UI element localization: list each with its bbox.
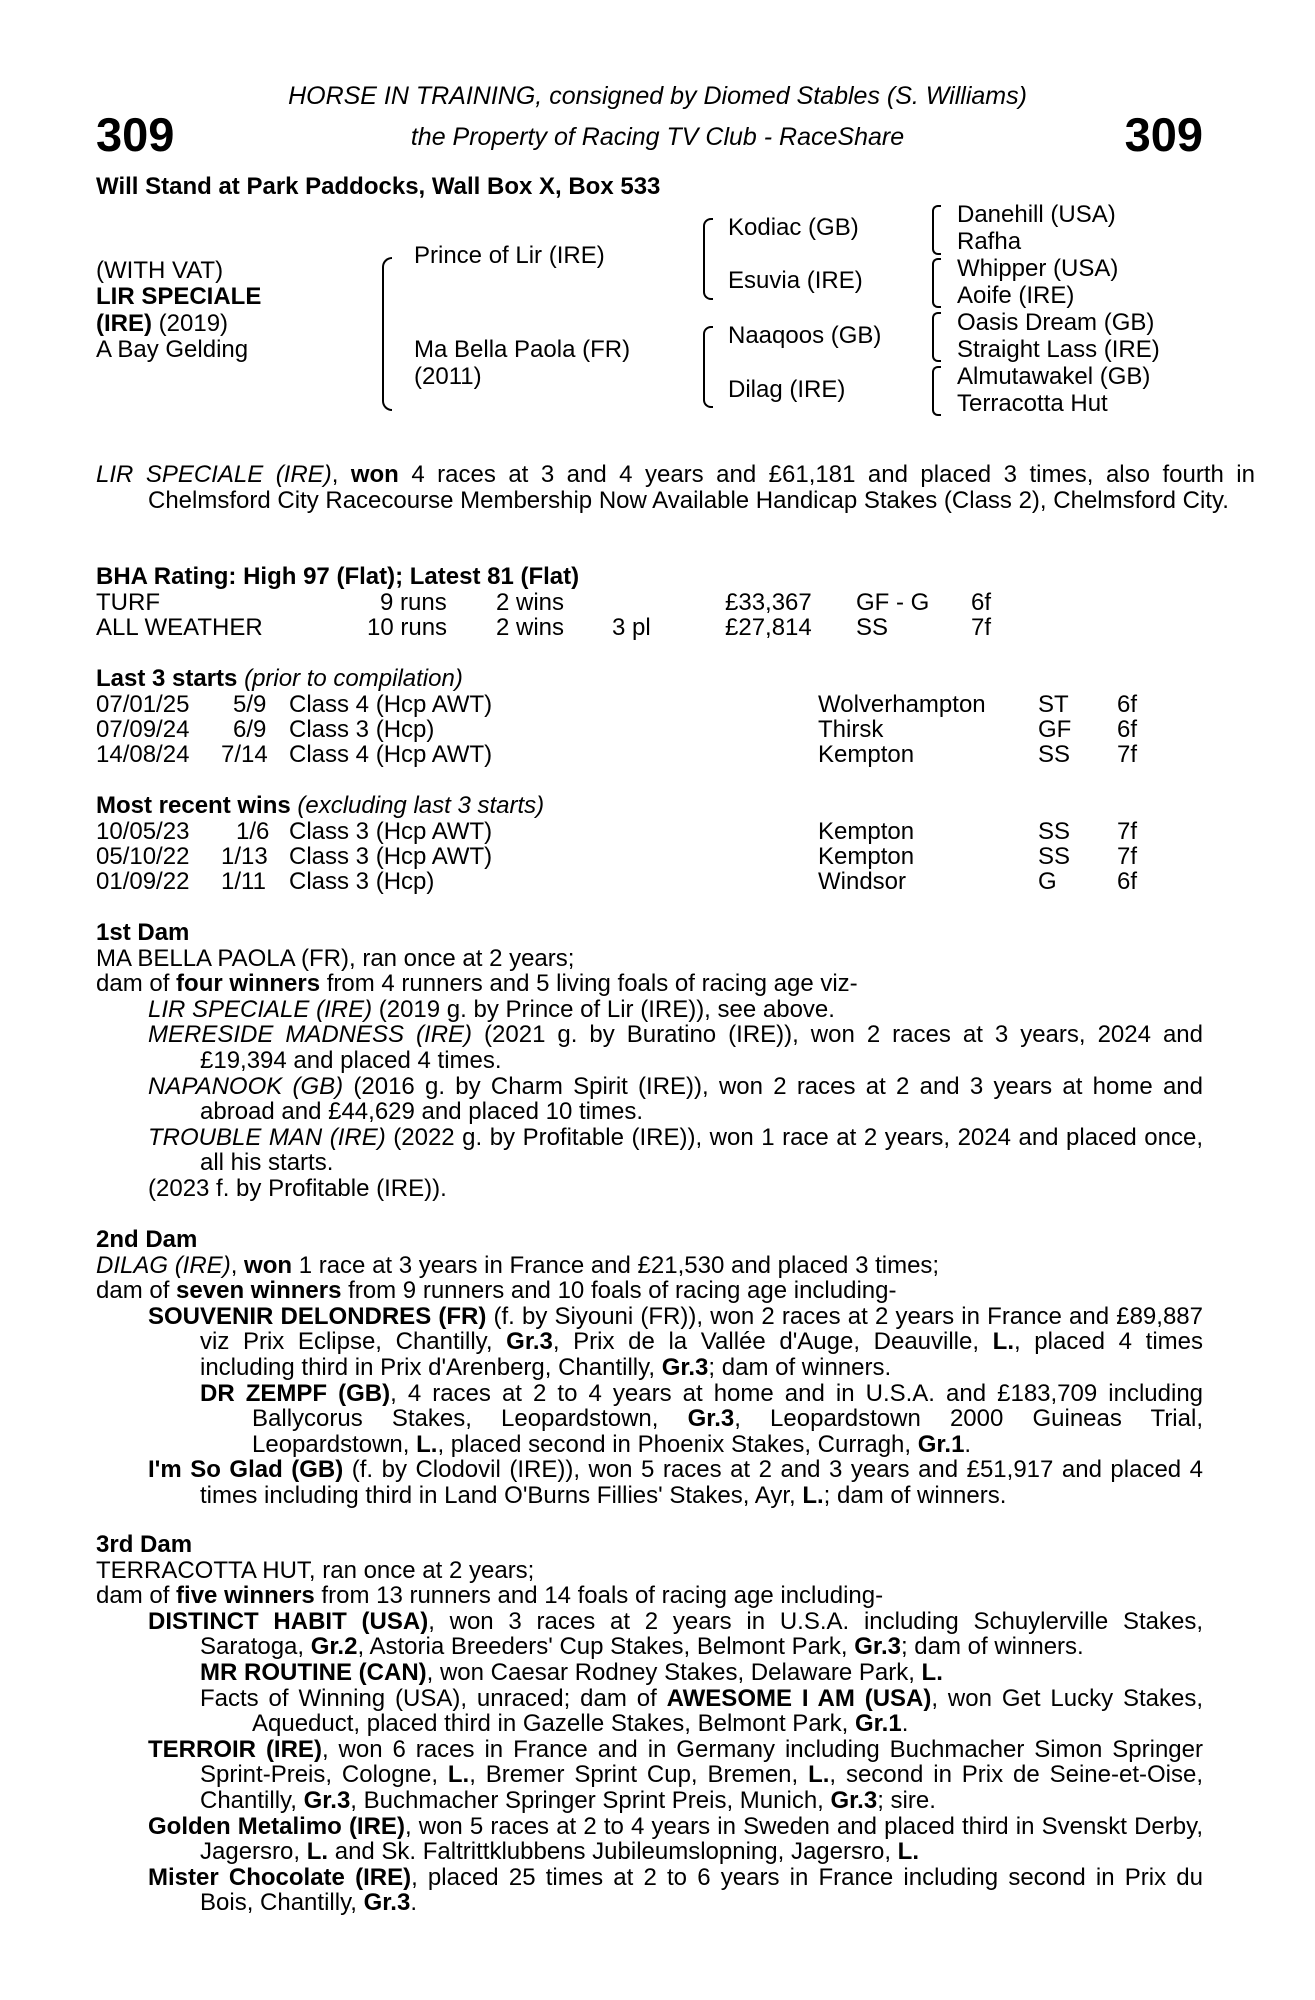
- won-label: won: [244, 1251, 293, 1279]
- horse-country: (IRE): [96, 310, 152, 337]
- win-course: Kempton: [818, 818, 915, 845]
- bha-distance: 6f: [971, 589, 992, 616]
- text: , Buchmacher Springer Sprint Preis, Munich,: [350, 1786, 831, 1814]
- start-course: Wolverhampton: [818, 691, 986, 718]
- win-position: 1/6: [236, 818, 270, 845]
- text: from 4 runners and 5 living foals of racing age viz-: [320, 970, 858, 998]
- start-date: 07/01/25: [96, 691, 190, 718]
- bha-prize: £33,367: [725, 589, 812, 616]
- second-dam-title: 2nd Dam: [96, 1226, 198, 1253]
- recent-win-row: [0, 819, 1315, 844]
- grade: Gr.3: [854, 1633, 901, 1661]
- start-position: 5/9: [233, 691, 267, 718]
- header-property: the Property of Racing TV Club - RaceShare: [410, 123, 905, 151]
- text: (f. by Siyouni (FR)), won 2 races at 2 years in France and £89,887 viz Prix Eclipse, Chantilly,: [200, 1302, 1203, 1356]
- last-starts-title: Last 3 starts: [96, 665, 238, 692]
- win-position: 1/13: [221, 843, 268, 870]
- text: , 4 races at 2 to 4 years at home and in U.S.A. and £183,709 including Ballycorus Stakes, Leopardstown,: [252, 1379, 1204, 1433]
- win-position: 1/11: [221, 868, 266, 895]
- text: , placed 25 times at 2 to 6 years in France including second in Prix du Bois, Chantilly,: [200, 1863, 1203, 1917]
- foal-entry: [148, 1457, 1203, 1508]
- last-start-row: [0, 717, 1315, 742]
- text: (f. by Clodovil (IRE)), won 5 races at 2 and 3 years and £51,917 and placed 4 times including third in Land O'Burns Fillies' Stakes, Ayr,: [200, 1456, 1204, 1509]
- foal-name: I'm So Glad (GB): [148, 1456, 344, 1484]
- listed: L.: [447, 1761, 470, 1789]
- text: ; dam of winners.: [900, 1633, 1084, 1661]
- recent-wins-heading: [96, 793, 544, 818]
- last-starts-heading: [96, 666, 463, 691]
- start-date: 07/09/24: [96, 716, 190, 743]
- bha-going: SS: [856, 614, 889, 641]
- bha-wins: 2 wins: [496, 589, 565, 616]
- grade: Gr.2: [310, 1633, 358, 1661]
- bha-going: GF - G: [856, 589, 930, 616]
- foal-entry: [200, 1660, 1203, 1686]
- winners-count: five winners: [176, 1582, 315, 1610]
- pedigree-sire-sire: Kodiac (GB): [728, 214, 859, 241]
- start-distance: 6f: [1117, 691, 1138, 718]
- text: , won 3 races at 2 years in U.S.A. including Schuylerville Stakes, Saratoga,: [200, 1607, 1203, 1661]
- last-start-row: [0, 742, 1315, 767]
- dam-name: DILAG (IRE): [96, 1251, 231, 1279]
- grade: Gr.3: [506, 1328, 553, 1356]
- pedigree-brace-dd: [932, 366, 941, 416]
- first-dam-produce: [96, 971, 1203, 997]
- start-class: Class 4 (Hcp AWT): [289, 741, 493, 768]
- foal-name: NAPANOOK (GB): [148, 1072, 344, 1100]
- grade: Gr.1: [917, 1430, 965, 1458]
- text: Facts of Winning (USA), unraced; dam of: [200, 1684, 667, 1712]
- pedigree-dss: Oasis Dream (GB): [957, 309, 1155, 336]
- pedigree-brace-ds: [932, 312, 941, 362]
- winners-count: four winners: [176, 970, 321, 998]
- third-dam-title: 3rd Dam: [96, 1531, 193, 1558]
- foal-name: DISTINCT HABIT (USA): [148, 1607, 429, 1635]
- text: , won 5 races at 2 to 4 years in Sweden and placed third in Svenskt Derby, Jagersro,: [200, 1812, 1203, 1866]
- text: 1 race at 3 years in France and £21,530 and placed 3 times;: [292, 1251, 940, 1279]
- horse-suffix: [96, 311, 228, 336]
- race-summary: LIR SPECIALE (IRE), won 4 races at 3 and 4 years and £61,181 and placed 3 times, also fourth in Chelmsford City Racecourse Membership Now Available Handicap Stakes (Class 2), Chelmsford City.: [96, 461, 1255, 514]
- grade: Gr.3: [303, 1786, 351, 1814]
- win-going: SS: [1038, 843, 1071, 870]
- first-dam-title: 1st Dam: [96, 919, 190, 946]
- second-dam-section: [96, 1227, 1203, 1509]
- last-starts-note: (prior to compilation): [237, 665, 463, 692]
- bha-surface: ALL WEATHER: [96, 614, 263, 641]
- text: , won Caesar Rodney Stakes, Delaware Park,: [426, 1658, 922, 1686]
- grade: Gr.3: [830, 1786, 878, 1814]
- win-distance: 7f: [1117, 818, 1138, 845]
- win-class: Class 3 (Hcp): [289, 868, 435, 895]
- win-course: Kempton: [818, 843, 915, 870]
- pedigree-sire-dam: Esuvia (IRE): [728, 267, 863, 294]
- pedigree-brace-main: [382, 257, 392, 411]
- foal-details: (2016 g. by Charm Spirit (IRE)), won 2 races at 2 and 3 years at home and abroad and £44,629 and placed 10 times.: [200, 1072, 1203, 1126]
- foal-entry: [148, 1125, 1203, 1176]
- text: from 13 runners and 14 foals of racing age including-: [314, 1582, 884, 1610]
- foal-entry: [200, 1686, 1203, 1737]
- foal-entry: [148, 1074, 1203, 1125]
- text: ; dam of winners.: [823, 1481, 1007, 1509]
- foal-details: (2022 g. by Profitable (IRE)), won 1 race at 2 years, 2024 and placed once, all his starts.: [200, 1123, 1203, 1177]
- start-course: Kempton: [818, 741, 915, 768]
- pedigree-dam-year: (2011): [414, 363, 482, 390]
- pedigree-sdd: Aoife (IRE): [957, 282, 1075, 309]
- text: .: [410, 1889, 417, 1917]
- winners-count: seven winners: [176, 1277, 342, 1305]
- header-consignor: HORSE IN TRAINING, consigned by Diomed Stables (S. Williams): [288, 82, 1027, 110]
- foal-details: (2021 g. by Buratino (IRE)), won 2 races at 3 years, 2024 and £19,394 and placed 4 times.: [200, 1021, 1203, 1074]
- text: .: [901, 1710, 909, 1738]
- horse-description: A Bay Gelding: [96, 336, 249, 363]
- text: , Leopardstown 2000 Guineas Trial, Leopardstown,: [252, 1405, 1203, 1458]
- listed: L.: [802, 1481, 824, 1509]
- text: , placed second in Phoenix Stakes, Curragh,: [437, 1430, 918, 1458]
- lot-number-left: 309: [96, 108, 175, 161]
- win-class: Class 3 (Hcp AWT): [289, 818, 493, 845]
- recent-win-row: [0, 844, 1315, 869]
- pedigree-brace-sire: [703, 218, 713, 300]
- pedigree-dam-sire: Naaqoos (GB): [728, 322, 882, 349]
- listed: L.: [808, 1761, 830, 1789]
- text: ; sire.: [877, 1786, 936, 1814]
- bha-prize: £27,814: [725, 614, 812, 641]
- win-date: 05/10/22: [96, 843, 190, 870]
- text: , Prix de la Vallée d'Auge, Deauville,: [552, 1328, 993, 1356]
- pedigree-brace-sd: [932, 258, 941, 308]
- foal-name: TERROIR (IRE): [148, 1735, 322, 1763]
- pedigree-ddd: Terracotta Hut: [957, 390, 1108, 417]
- listed: L.: [897, 1838, 919, 1866]
- foal-name: Mister Chocolate (IRE): [148, 1863, 412, 1891]
- win-date: 10/05/23: [96, 818, 190, 845]
- bha-row-all-weather: [0, 615, 1315, 640]
- foal-name: MERESIDE MADNESS (IRE): [148, 1021, 473, 1049]
- foal-name: LIR SPECIALE (IRE): [148, 995, 373, 1023]
- pedigree-sds: Whipper (USA): [957, 255, 1119, 282]
- grade: Gr.3: [661, 1353, 709, 1381]
- bha-wins: 2 wins: [496, 614, 565, 641]
- summary-text: 4 races at 3 and 4 years and £61,181 and placed 3 times, also fourth in Chelmsford City Racecourse Membership Now Available Handicap Stakes (Class 2), Chelmsford City.: [148, 461, 1255, 514]
- pedigree-sss: Danehill (USA): [957, 201, 1116, 228]
- start-distance: 6f: [1117, 716, 1138, 743]
- first-dam-line: MA BELLA PAOLA (FR), ran once at 2 years;: [96, 944, 575, 972]
- text: , placed 4 times including third in Prix d'Arenberg, Chantilly,: [200, 1328, 1203, 1381]
- foal-name: Golden Metalimo (IRE): [148, 1812, 405, 1840]
- stand-location: Will Stand at Park Paddocks, Wall Box X, Box 533: [96, 173, 661, 200]
- third-dam-section: [96, 1532, 1203, 1916]
- vat-label: (WITH VAT): [96, 257, 224, 284]
- recent-wins-note: (excluding last 3 starts): [290, 792, 545, 819]
- pedigree-dds: Almutawakel (GB): [957, 363, 1151, 390]
- text: and Sk. Faltrittklubbens Jubileumslopning, Jagersro,: [328, 1838, 898, 1866]
- text: .: [964, 1430, 972, 1458]
- bha-distance: 7f: [971, 614, 992, 641]
- text: , won 6 races in France and in Germany including Buchmacher Simon Springer Sprint-Preis, Cologne,: [200, 1735, 1203, 1789]
- foal-entry: (2023 f. by Profitable (IRE)).: [148, 1174, 447, 1202]
- foal-entry: [148, 1609, 1203, 1660]
- second-dam-produce: [96, 1278, 1203, 1304]
- listed: L.: [992, 1328, 1014, 1356]
- grade: Gr.1: [855, 1710, 902, 1738]
- foal-entry: [148, 1865, 1203, 1916]
- pedigree-dam-dam: Dilag (IRE): [728, 376, 846, 403]
- bha-placed: 3 pl: [612, 614, 651, 641]
- foal-entry: [148, 1022, 1203, 1073]
- third-dam-line: TERRACOTTA HUT, ran once at 2 years;: [96, 1556, 535, 1584]
- text: , won Get Lucky Stakes, Aqueduct, placed third in Gazelle Stakes, Belmont Park,: [252, 1684, 1203, 1738]
- recent-win-row: [0, 869, 1315, 894]
- listed: L.: [306, 1838, 329, 1866]
- pedigree-brace-ss: [932, 205, 941, 255]
- win-distance: 6f: [1117, 868, 1138, 895]
- listed: L.: [921, 1658, 943, 1686]
- third-dam-produce: [96, 1583, 1203, 1609]
- grade: Gr.3: [363, 1889, 411, 1917]
- pedigree-brace-dam: [703, 326, 713, 408]
- bha-rating-title: BHA Rating: High 97 (Flat); Latest 81 (Flat): [96, 563, 580, 590]
- start-going: SS: [1038, 741, 1071, 768]
- pedigree-dsd: Straight Lass (IRE): [957, 336, 1160, 363]
- win-going: SS: [1038, 818, 1071, 845]
- grade: Gr.3: [687, 1405, 735, 1433]
- last-start-row: [0, 692, 1315, 717]
- bha-runs: 9 runs: [380, 589, 447, 616]
- bha-surface: TURF: [96, 589, 160, 616]
- bha-row-turf: [0, 590, 1315, 615]
- lot-number-right: 309: [1124, 108, 1203, 161]
- foal-entry: [148, 1737, 1203, 1814]
- first-dam-section: [96, 920, 1203, 1202]
- foal-name: SOUVENIR DELONDRES (FR): [148, 1302, 487, 1330]
- pedigree-sire: Prince of Lir (IRE): [414, 242, 605, 269]
- start-class: Class 3 (Hcp): [289, 716, 435, 743]
- text: ; dam of winners.: [708, 1353, 892, 1381]
- foal-name: MR ROUTINE (CAN): [200, 1658, 427, 1686]
- start-date: 14/08/24: [96, 741, 190, 768]
- text: dam of: [96, 970, 177, 998]
- win-class: Class 3 (Hcp AWT): [289, 843, 493, 870]
- start-going: ST: [1038, 691, 1069, 718]
- start-class: Class 4 (Hcp AWT): [289, 691, 493, 718]
- text: , Astoria Breeders' Cup Stakes, Belmont Park,: [357, 1633, 855, 1661]
- text: from 9 runners and 10 foals of racing age including-: [341, 1277, 897, 1305]
- start-distance: 7f: [1117, 741, 1138, 768]
- listed: L.: [416, 1430, 438, 1458]
- text: dam of: [96, 1582, 177, 1610]
- start-position: 6/9: [233, 716, 267, 743]
- win-date: 01/09/22: [96, 868, 190, 895]
- horse-name: LIR SPECIALE: [96, 283, 262, 310]
- foal-entry: [200, 1381, 1203, 1458]
- pedigree-ssd: Rafha: [957, 228, 1022, 255]
- foal-name: AWESOME I AM (USA): [666, 1684, 932, 1712]
- win-distance: 7f: [1117, 843, 1138, 870]
- text: , Bremer Sprint Cup, Bremen,: [469, 1761, 809, 1789]
- horse-year: (2019): [152, 310, 229, 337]
- foal-entry: [148, 1304, 1203, 1381]
- start-position: 7/14: [221, 741, 268, 768]
- win-course: Windsor: [818, 868, 907, 895]
- bha-runs: 10 runs: [367, 614, 448, 641]
- foal-entry: [148, 997, 1203, 1023]
- win-going: G: [1038, 868, 1057, 895]
- foal-details: (2019 g. by Prince of Lir (IRE)), see above.: [372, 995, 835, 1023]
- foal-name: DR ZEMPF (GB): [200, 1379, 391, 1407]
- pedigree-dam: Ma Bella Paola (FR): [414, 336, 631, 363]
- text: dam of: [96, 1277, 177, 1305]
- foal-name: TROUBLE MAN (IRE): [148, 1123, 386, 1151]
- foal-entry: [148, 1814, 1203, 1865]
- summary-won: won: [350, 461, 399, 488]
- recent-wins-title: Most recent wins: [96, 792, 291, 819]
- text: , second in Prix de Seine-et-Oise, Chantilly,: [200, 1761, 1203, 1814]
- text: ,: [230, 1251, 245, 1279]
- start-going: GF: [1038, 716, 1072, 743]
- start-course: Thirsk: [818, 716, 884, 743]
- summary-name: LIR SPECIALE (IRE): [96, 461, 332, 488]
- second-dam-line: [96, 1253, 1203, 1279]
